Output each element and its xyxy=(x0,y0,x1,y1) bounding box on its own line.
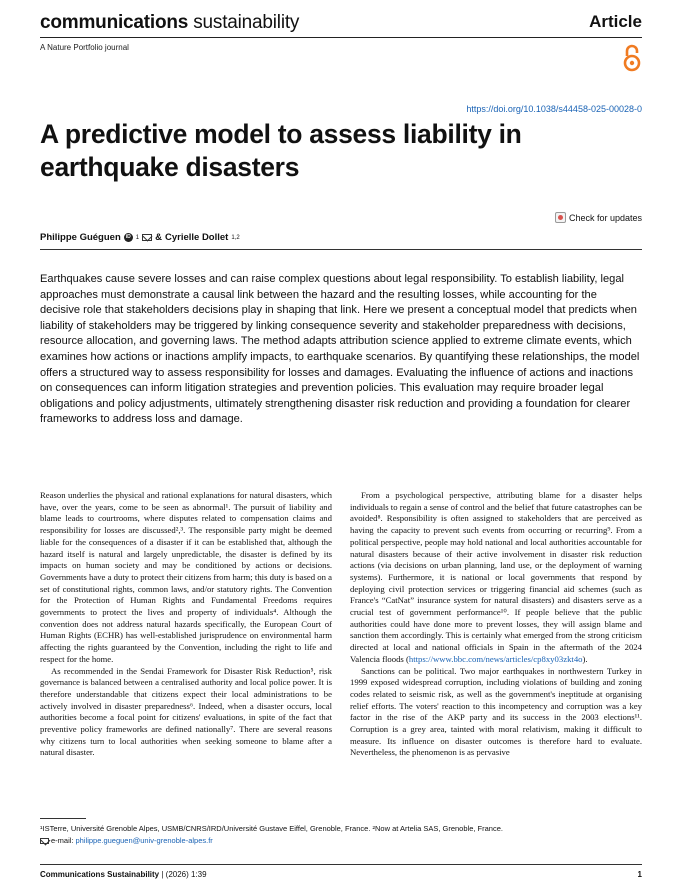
body-paragraph-text-end: ). xyxy=(582,653,588,664)
body-column-left xyxy=(40,490,332,759)
author-divider xyxy=(40,249,642,250)
footer-journal-name: Communications Sustainability xyxy=(40,870,160,879)
author-name[interactable]: Cyrielle Dollet xyxy=(164,232,229,243)
journal-name-rest: sustainability xyxy=(188,12,300,33)
affiliations-footnote: ¹ISTerre, Université Grenoble Alpes, USMB/CNRS/IRD/Université Gustave Eiffel, Grenoble, France. ²Now at Artelia SAS, Grenoble, France. xyxy=(40,824,503,833)
author-name[interactable]: Philippe Guéguen xyxy=(40,232,121,243)
journal-name-bold: communications xyxy=(40,12,189,33)
abstract-text: Earthquakes cause severe losses and can raise complex questions about legal responsibility. To establish liability, legal approaches must demonstrate a causal link between the hazard and the resulting losses, while accounting for the decisive role that stakeholders decisions play in shaping that link. Here we present a conceptual model that predicts when liability of stakeholders may be triggered by linking consequence severity and stakeholder preparedness with decisions, resource allocation, and governing laws. The method adapts attribution science applied to extreme climate events, which examines how actions or inactions amplify impacts, to earthquake scenarios. By quantifying these relationships, the model offers a structured way to assess responsibility for losses and damages. Evaluating the influence of actions and inactions on consequences can inform litigation strategies and prevention policies. This evaluation may require broader legal obligations and policy adjustments, ultimately strengthening disaster risk reduction and providing a foundation for clearer frameworks to address loss and damage. xyxy=(40,273,640,426)
orcid-icon[interactable]: iD xyxy=(125,234,131,240)
check-updates-icon xyxy=(555,212,566,223)
email-footnote xyxy=(40,836,213,845)
footnote-divider xyxy=(40,818,86,819)
body-paragraph xyxy=(350,490,642,666)
article-title: A predictive model to assess liability in earthquake disasters xyxy=(40,119,522,182)
footer-citation-text: | (2026) 1:39 xyxy=(159,870,207,879)
doi-link[interactable]: https://doi.org/10.1038/s44458-025-00028-0 xyxy=(466,104,642,114)
open-access-lock-icon xyxy=(622,44,642,72)
header-divider xyxy=(40,37,642,38)
body-column-right xyxy=(350,490,642,759)
email-address-link[interactable]: philippe.gueguen@univ-grenoble-alpes.fr xyxy=(75,836,213,845)
author-list xyxy=(40,232,240,243)
author-affiliation-sup: 1 xyxy=(135,234,140,241)
email-label: e-mail: xyxy=(51,836,74,845)
publisher-label: A Nature Portfolio journal xyxy=(40,43,129,52)
author-separator: & xyxy=(155,232,162,243)
body-paragraph: Reason underlies the physical and rational explanations for natural disasters, which have, over the years, come to be seen as abnormal¹. The pursuit of liability and blame leads to courtrooms, where disputes related to compensation claims and responsibility for losses are discussed²,³. The responsible party might be deemed liable for the consequences of a disaster if it can be established that, although the hazard itself is natural and largely unpredictable, the disaster is defined by its impacts on human society and may be conditioned by actions or decisions. Governments have a duty to protect their citizens from harm; this duty is based on a set of constitutional rights, common laws, and/or statutory rights. The Convention for the Protection of Human Rights and Fundamental Freedoms requires governments to protect the lives and property of individuals⁴. Although the convention does not address natural hazards specifically, the European Court of Human Rights (ECHR) has well-established jurisprudence on environmental harm affecting the rights guaranteed by the Convention, including the right to life and respect for the home. xyxy=(40,490,332,664)
email-icon[interactable] xyxy=(142,234,152,241)
body-paragraph: Sanctions can be political. Two major earthquakes in northwestern Turkey in 1999 exposed widespread corruption, including violations of building and zoning codes related to seismic risk, as well as the government's ineptitude at organising relief efforts. The voters' reaction to this incompetency and corruption was a key factor in the rise of the AKP party and its success in the 2003 elections¹¹. Corruption is a grey area, tainted with moral relativism, making it difficult to measure. Its influence on disaster outcomes is therefore hard to evaluate. Nevertheless, the phenomenon is as pervasive xyxy=(350,665,642,758)
body-paragraph: As recommended in the Sendai Framework for Disaster Risk Reduction⁵, risk governance is balanced between a centralised authority and local police power. It is therefore understandable that citizens expect their local administrations to be actively involved in disaster preparedness⁶. Indeed, when a disaster occurs, local authorities become a focal point for citizens' evaluations, in spite of the fact that preventive policy frameworks are defined nationally⁷. There are several reasons why citizens turn to local authorities when seeking someone to blame after a natural disaster. xyxy=(40,665,332,758)
check-updates-label: Check for updates xyxy=(568,212,642,223)
journal-name xyxy=(40,12,299,34)
article-type-label: Article xyxy=(589,12,642,31)
check-for-updates-button[interactable] xyxy=(555,212,642,223)
page-number: 1 xyxy=(637,870,642,879)
footer-divider xyxy=(40,864,642,865)
footer-citation xyxy=(40,870,207,879)
author-affiliation-sup: 1,2 xyxy=(231,234,240,241)
bbc-news-link[interactable]: https://www.bbc.com/news/articles/cp8xy03zkt4o xyxy=(408,653,583,664)
body-paragraph-text: From a psychological perspective, attributing blame for a disaster helps individuals to regain a sense of control and the belief that future catastrophes can be avoided⁸. Responsibility is often assigned to stakeholders that are perceived as having the capacity to prevent such events from occurring or recurring⁹. From a political perspective, people may hold national and local authorities accountable for natural disasters because of their active involvement in disaster risk reduction actions (via decisions on urban planning, land use, or the deployment of warning systems). Furthermore, it is national or local governments that respond by deploying civil protection services or triggering financial aid schemes (such as France's “CatNat” insurance system for natural disasters) and disasters serve as a crucial test of government performance¹⁰. If people believe that the public authorities could have done more to prevent losses, they will assign blame and sanction them accordingly. This is certainly what emerged from the strong criticism directed at local and national officials in Spain in the aftermath of the 2024 Valencia floods ( xyxy=(350,490,642,664)
email-icon xyxy=(40,838,49,844)
